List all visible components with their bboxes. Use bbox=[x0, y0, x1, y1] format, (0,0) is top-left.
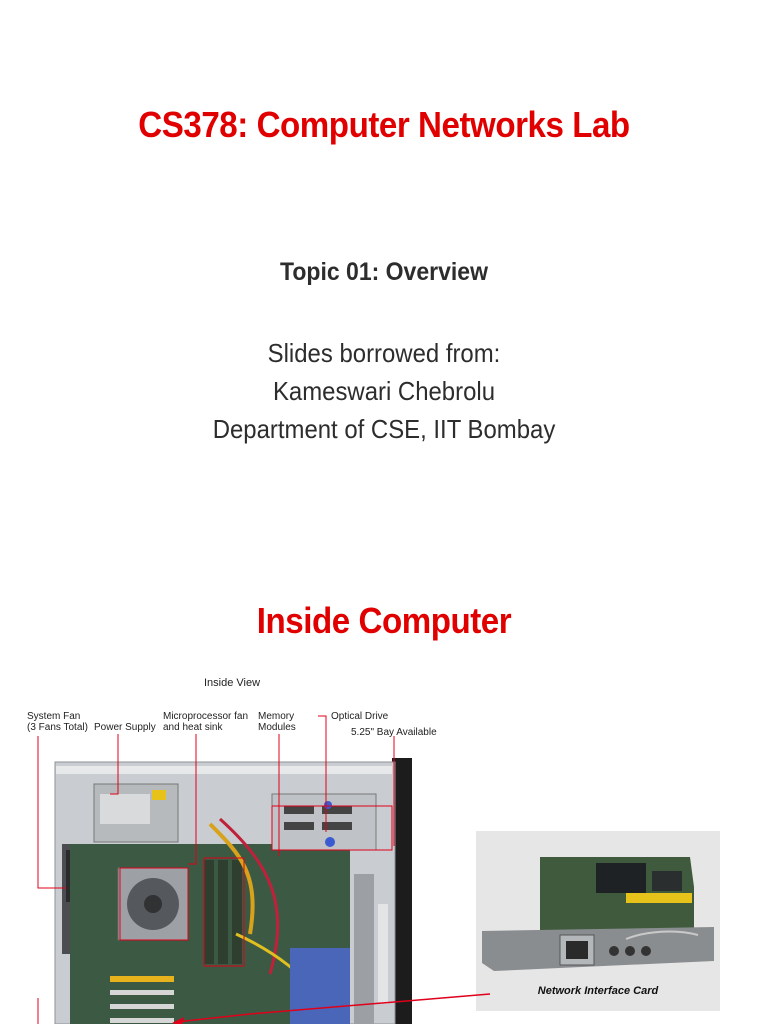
nic-pointer-arrow bbox=[0, 560, 768, 1024]
label-memory: Memory Modules bbox=[258, 711, 296, 733]
label-microprocessor: Microprocessor fan and heat sink bbox=[163, 711, 249, 733]
figure-heading: Inside View bbox=[204, 677, 261, 689]
label-system-fan: System Fan (3 Fans Total) bbox=[27, 711, 88, 733]
credits-line: Slides borrowed from: bbox=[267, 338, 501, 368]
label-bay: 5.25" Bay Available bbox=[351, 727, 437, 738]
credits-author: Kameswari Chebrolu bbox=[272, 376, 496, 406]
topic-subtitle: Topic 01: Overview bbox=[280, 258, 488, 286]
slide-title: Inside Computer bbox=[256, 600, 512, 641]
slide-title: CS378: Computer Networks Lab bbox=[138, 104, 630, 145]
label-optical-drive: Optical Drive bbox=[331, 711, 389, 722]
nic-caption: Network Interface Card bbox=[537, 985, 659, 997]
credits-block bbox=[31, 334, 738, 448]
label-power-supply: Power Supply bbox=[94, 722, 156, 733]
credits-department: Department of CSE, IIT Bombay bbox=[212, 414, 556, 444]
inside-computer-slide bbox=[0, 560, 768, 1024]
